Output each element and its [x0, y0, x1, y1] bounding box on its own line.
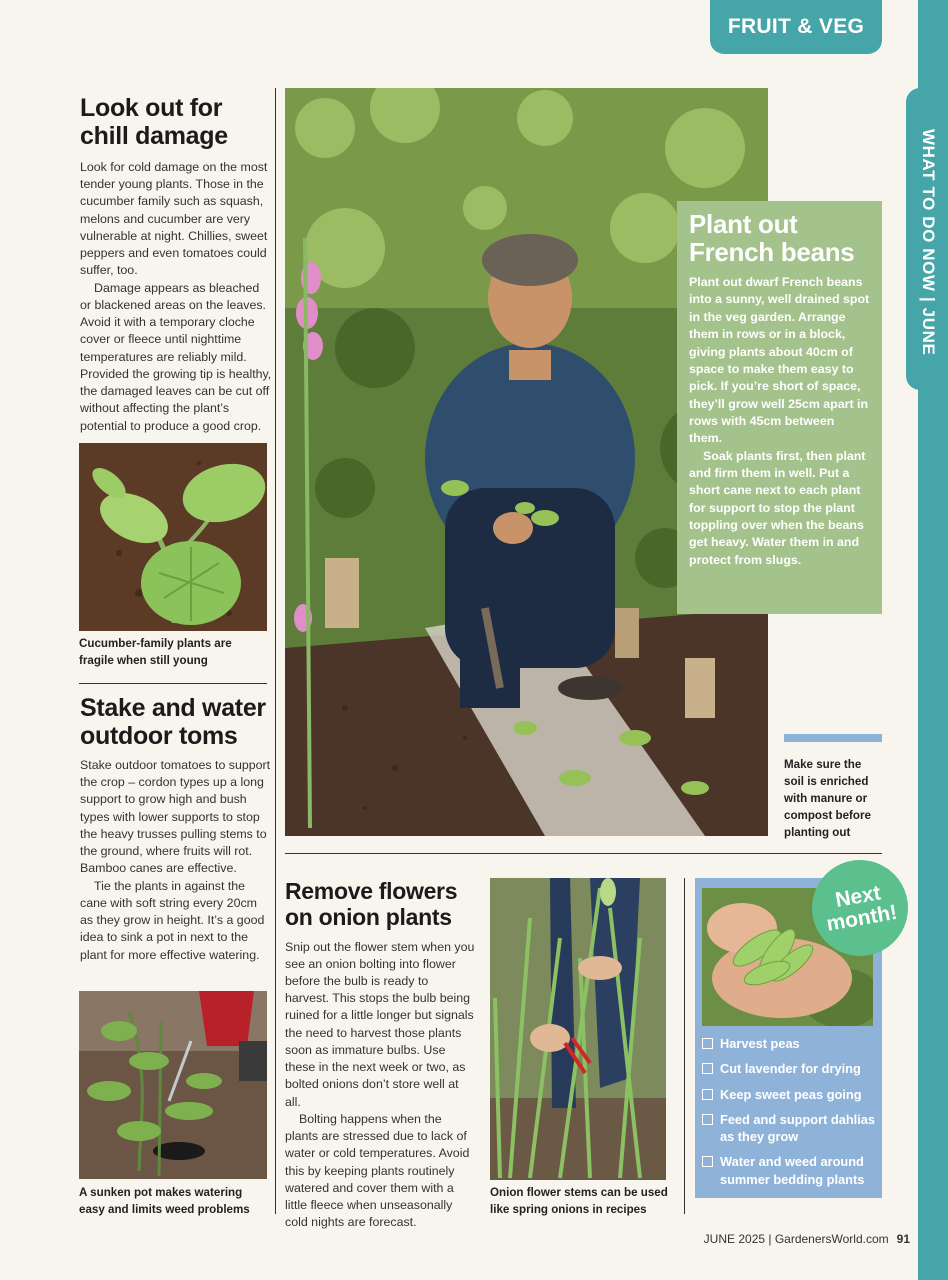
onion-caption: Onion flower stems can be used like spring onions in recipes: [490, 1186, 668, 1216]
mid-divider: [285, 853, 882, 854]
footer-text: JUNE 2025 | GardenersWorld.com: [703, 1232, 889, 1246]
checklist-item[interactable]: Cut lavender for drying: [702, 1060, 877, 1077]
checkbox-icon: [702, 1156, 713, 1167]
checkbox-icon: [702, 1114, 713, 1125]
next-month-list: [702, 1035, 877, 1196]
tomato-photo: [79, 991, 267, 1179]
checklist-item[interactable]: Feed and support dahlias as they grow: [702, 1111, 877, 1146]
french-beans-box: [677, 201, 882, 614]
main-photo-caption: Make sure the soil is enriched with manure or compost before planting out: [784, 758, 871, 840]
onion-title: Remove flowers on onion plants: [285, 878, 458, 930]
caption-accent-bar: [784, 734, 882, 742]
checkbox-icon: [702, 1089, 713, 1100]
checklist-item[interactable]: Water and weed around summer bedding plants: [702, 1153, 877, 1188]
page-footer: [704, 1232, 910, 1246]
toms-article: [80, 694, 272, 964]
beans-body: [689, 274, 870, 569]
left-divider: [79, 683, 267, 684]
side-tab-label: WHAT TO DO NOW | JUNE: [919, 129, 938, 356]
toms-body: [80, 757, 272, 964]
beans-p1: Plant out dwarf French beans into a sunny, well drained spot in the veg garden. Arrange them in rows or in a block, giving plants about 40cm of space to make them easy to pick. If you’re short of space, they’ll grow well 25cm apart in rows with 45cm between them.: [689, 275, 870, 446]
checkbox-icon: [702, 1063, 713, 1074]
onion-body: [285, 939, 475, 1232]
onion-p1: Snip out the flower stem when you see an onion bolting into flower before the bulb is ready to harvest. This stops the bulb being ruined for a little longer but signals the need to harvest those plants soon as immature bulbs. Use these in the next week or two, as bolted onions don’t store well at all.: [285, 939, 475, 1109]
onion-article: [285, 879, 475, 1231]
column-rule-2: [684, 878, 685, 1214]
checklist-item[interactable]: Keep sweet peas going: [702, 1086, 877, 1103]
cucumber-caption: Cucumber-family plants are fragile when still young: [79, 637, 232, 667]
chill-title: Look out for chill damage: [80, 94, 228, 150]
beans-title: Plant out French beans: [689, 209, 855, 267]
next-month-badge: Next month!: [804, 852, 915, 963]
cucumber-photo: [79, 443, 267, 631]
toms-title: Stake and water outdoor toms: [80, 694, 266, 750]
toms-p1: Stake outdoor tomatoes to support the crop – cordon types up a long support to grow high and bush types with lower supports to stop the heavy trusses pulling stems to the ground, where fruits will rot. Bamboo canes are effective.: [80, 758, 271, 876]
chill-body: [80, 159, 272, 435]
checkbox-icon: [702, 1038, 713, 1049]
page-number: 91: [896, 1232, 910, 1246]
chill-p2: Damage appears as bleached or blackened areas on the leaves. Avoid it with a temporary cloche cover or fleece until nighttime temperatures are reliably mild. Provided the growing tip is healthy, the damaged leaves can be cut off without affecting the plant’s potential to produce a good crop.: [80, 280, 272, 433]
toms-p2: Tie the plants in against the cane with soft string every 20cm as they grow in height. It’s a good idea to sink a pot in next to the plant for more effective watering.: [80, 878, 265, 962]
chill-p1: Look for cold damage on the most tender young plants. Those in the cucumber family such as squash, melons and cucumber are very vulnerable at night. Chillies, sweet peppers and even tomatoes could suffer, too.: [80, 160, 268, 278]
onion-p2: Bolting happens when the plants are stressed due to lack of water or cold temperatures. Avoid this by keeping plants routinely watered and cover them with a little fleece when unseasonally cold nights are forecast.: [285, 1111, 470, 1230]
tomato-caption: A sunken pot makes watering easy and limits weed problems: [79, 1186, 250, 1216]
beans-p2: Soak plants first, then plant and firm them in well. Put a short cane next to each plant for support to stop the plant toppling over when the beans get heavy. Water them in and protect from slugs.: [689, 448, 866, 567]
section-tab: FRUIT & VEG: [710, 0, 882, 54]
checklist-item[interactable]: Harvest peas: [702, 1035, 877, 1052]
chill-article: [80, 94, 272, 435]
onion-photo: [490, 878, 666, 1180]
column-rule-1: [275, 88, 276, 1214]
